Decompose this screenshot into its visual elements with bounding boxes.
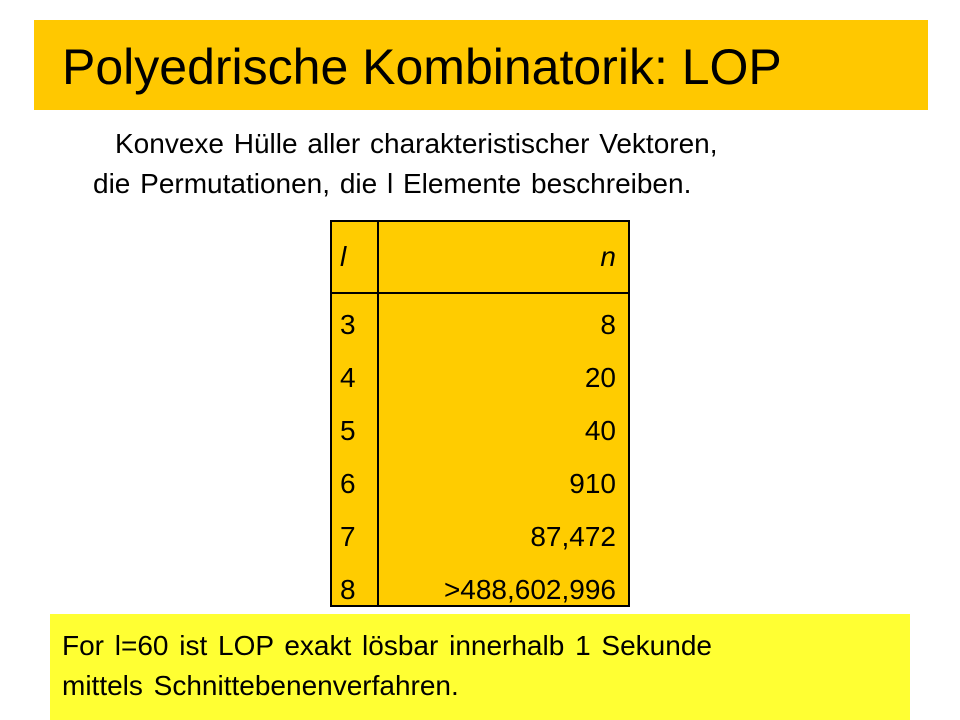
- footer-text: [62, 626, 898, 706]
- table-cell-n: 20: [584, 362, 616, 393]
- table-cell-n: 910: [569, 468, 616, 499]
- table-cell-l: 6: [340, 468, 356, 499]
- table-cell-n: 40: [584, 415, 616, 446]
- table-header-n: n: [600, 241, 616, 272]
- table-cell-n: 87,472: [530, 521, 616, 552]
- subtitle-line-1: Konvexe Hülle aller charakteristischer Vektoren,: [115, 128, 718, 159]
- table-cell-l: 7: [340, 521, 356, 552]
- subtitle: [93, 124, 893, 204]
- table-header-divider: [332, 292, 628, 294]
- table-cell-l: 3: [340, 309, 356, 340]
- table-cell-l: 4: [340, 362, 356, 393]
- table-cell-l: 8: [340, 574, 356, 605]
- data-table: [330, 220, 630, 607]
- footer-note: [50, 614, 910, 720]
- table-cell-n: >488,602,996: [443, 574, 616, 605]
- table-column-l: [340, 298, 370, 616]
- table-header-l: l: [340, 241, 347, 272]
- table-cell-l: 5: [340, 415, 356, 446]
- footer-line-2: mittels Schnittebenenverfahren.: [62, 670, 459, 701]
- table-cell-n: 8: [600, 309, 616, 340]
- table-column-n: [376, 298, 616, 616]
- slide-title: Polyedrische Kombinatorik: LOP: [62, 39, 782, 95]
- footer-line-1: For l=60 ist LOP exakt lösbar innerhalb 1 Sekunde: [62, 630, 712, 661]
- subtitle-line-2: die Permutationen, die l Elemente beschreiben.: [93, 168, 692, 199]
